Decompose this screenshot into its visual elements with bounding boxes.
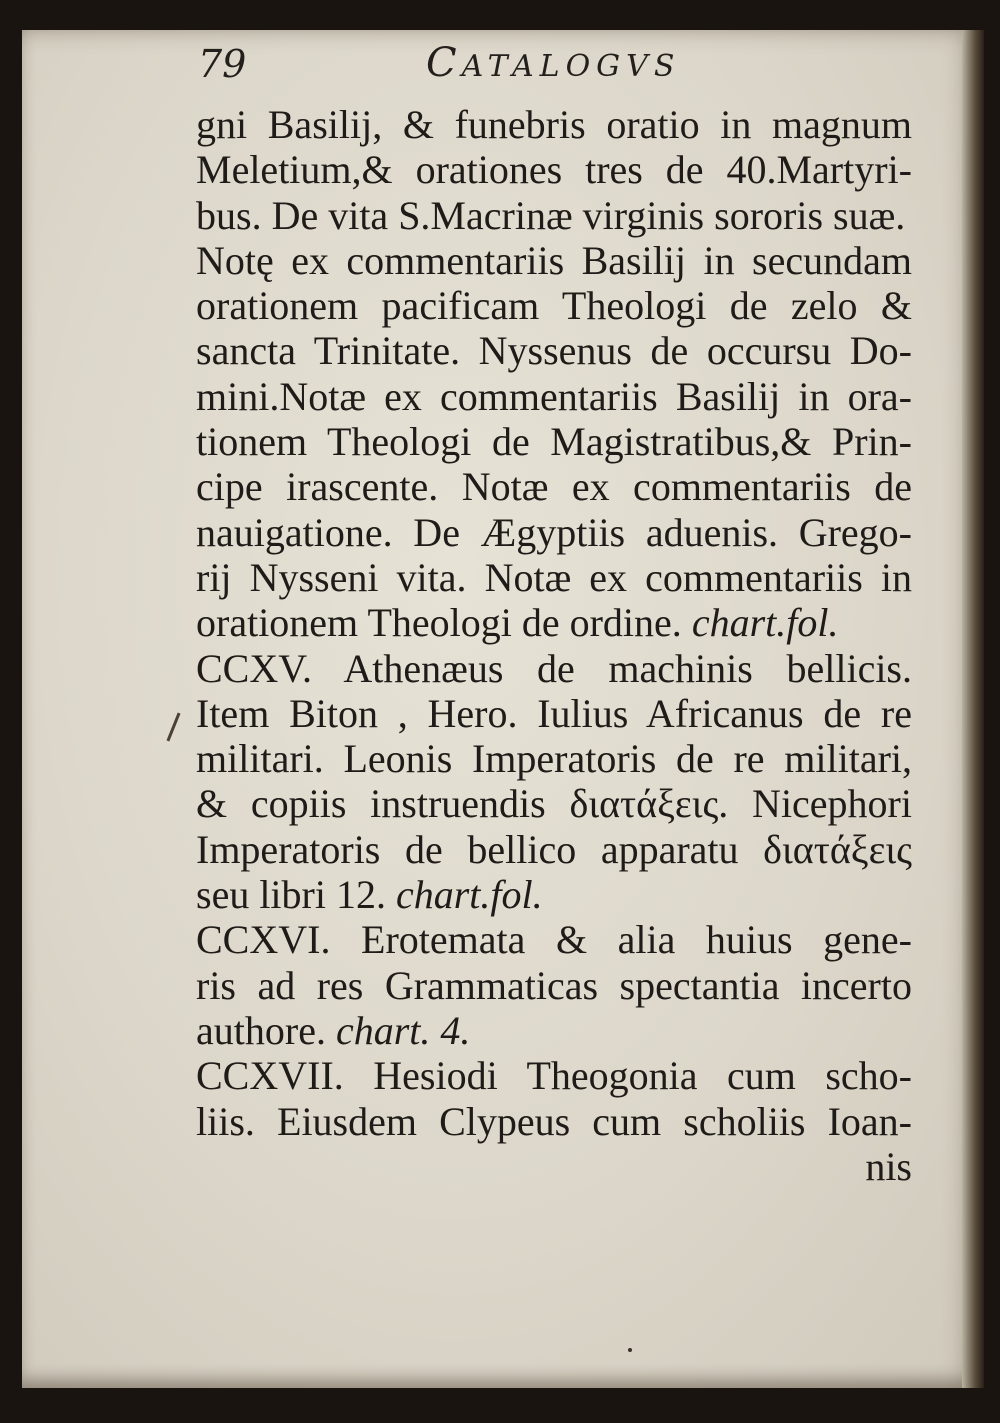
line-text: nauigatione. De Ægyptiis aduenis. Grego- (196, 509, 912, 555)
line-italic-text: chart. 4. (335, 1007, 471, 1053)
running-head-rest: ATALOGVS (461, 49, 681, 84)
text-line (196, 464, 912, 509)
page-body-text (196, 102, 912, 1189)
page-header (198, 40, 898, 100)
text-line (196, 827, 912, 872)
text-line (196, 691, 912, 736)
line-text: cipe irascente. Notæ ex commentariis de (196, 464, 912, 510)
line-text: CCXVI. Erotemata & alia huius gene- (196, 917, 912, 963)
page-number: 79 (198, 42, 247, 86)
text-line (196, 646, 912, 691)
text-line (196, 510, 912, 555)
line-text: CCXV. Athenæus de machinis bellicis. (196, 645, 912, 691)
running-head (426, 40, 680, 86)
line-text: mini.Notæ ex commentariis Basilij in ora- (196, 373, 912, 419)
line-italic-text: chart.fol. (395, 872, 543, 918)
line-text: orationem pacificam Theologi de zelo & (196, 283, 912, 329)
line-text: & copiis instruendis διατάξεις. Nicephori (196, 781, 912, 827)
text-line (196, 963, 912, 1008)
line-text: bus. De vita S.Macrinæ virginis sororis suæ. (196, 192, 906, 238)
text-line (196, 193, 912, 238)
page-gutter-edge (962, 30, 984, 1388)
running-head-initial: C (426, 40, 462, 86)
line-text: rij Nysseni vita. Notæ ex commentariis in (196, 554, 912, 600)
line-text: gni Basilij, & funebris oratio in magnum (196, 102, 912, 147)
text-line (196, 600, 912, 645)
line-text: Meletium,& orationes tres de 40.Martyri- (196, 147, 912, 193)
text-line (196, 374, 912, 419)
text-line (196, 781, 912, 826)
line-text: seu libri 12. (196, 872, 396, 918)
text-line (196, 917, 912, 962)
line-text: orationem Theologi de ordine. (196, 600, 692, 646)
line-text: militari. Leonis Imperatoris de re militari, (196, 736, 912, 782)
line-text: Notę ex commentariis Basilij in secundam (196, 237, 912, 283)
line-italic-text: chart.fol. (691, 600, 839, 646)
text-line (196, 419, 912, 464)
text-line (196, 555, 912, 600)
text-line (196, 147, 912, 192)
text-line (196, 1099, 912, 1144)
text-line (196, 736, 912, 781)
text-line (196, 238, 912, 283)
line-text: Imperatoris de bellico apparatu διατάξεις (196, 826, 912, 872)
text-line (196, 102, 912, 147)
line-text: liis. Eiusdem Clypeus cum scholiis Ioan- (196, 1098, 912, 1144)
ink-speck (628, 1348, 632, 1352)
line-text: tionem Theologi de Magistratibus,& Prin- (196, 419, 912, 465)
line-text: authore. (196, 1007, 336, 1053)
text-line (196, 1144, 912, 1189)
line-text: sancta Trinitate. Nyssenus de occursu Do- (196, 328, 912, 374)
text-line (196, 283, 912, 328)
text-line (196, 1053, 912, 1098)
text-line (196, 328, 912, 373)
line-text: CCXVII. Hesiodi Theogonia cum scho- (196, 1053, 912, 1099)
line-text: nis (865, 1143, 912, 1189)
line-text: Item Biton , Hero. Iulius Africanus de re (196, 690, 912, 736)
text-line (196, 872, 912, 917)
text-line (196, 1008, 912, 1053)
line-text: ris ad res Grammaticas spectantia incerto (196, 962, 912, 1008)
